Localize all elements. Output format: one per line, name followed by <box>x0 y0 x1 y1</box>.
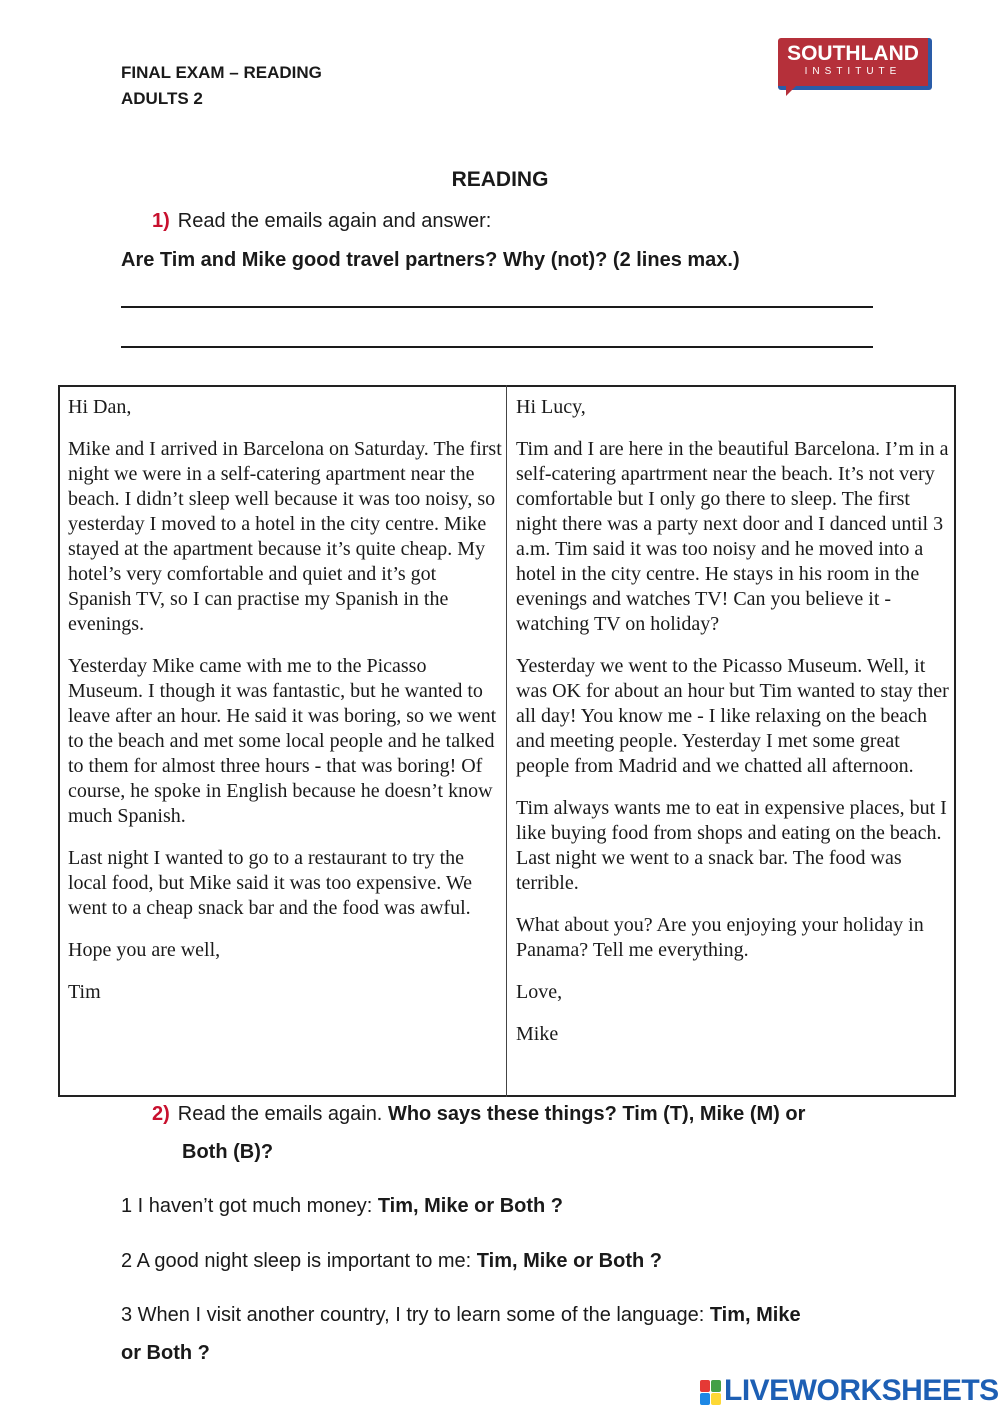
statement-3-choices-cont[interactable]: or Both ? <box>121 1342 210 1364</box>
question-2-instruction <box>152 1100 805 1128</box>
question-1-instruction <box>152 207 491 235</box>
email-tim-paragraph: Last night I wanted to go to a restaurant to try the local food, but Mike said it was too expensive. We went to a cheap snack bar and the food was awful. <box>68 847 473 919</box>
exam-level-line: ADULTS 2 <box>121 89 203 108</box>
answer-line-1[interactable] <box>121 306 873 308</box>
question-1-text: Read the emails again and answer: <box>177 210 492 232</box>
question-2-text: Read the emails again. <box>177 1103 383 1125</box>
email-mike-signature: Mike <box>516 1023 559 1045</box>
emails-divider <box>506 385 507 1097</box>
statement-1-choices[interactable]: Tim, Mike or Both ? <box>377 1195 564 1217</box>
question-1-number: 1) <box>152 210 170 232</box>
logo-tail <box>786 86 796 96</box>
liveworksheets-text: LIVEWORKSHEETS <box>724 1374 999 1407</box>
email-tim <box>68 395 504 1022</box>
email-mike-paragraph: Tim and I are here in the beautiful Barcelona. I’m in a self-catering apartrment near the beach. It’s not very comfortable but I only go there to sleep. The first night there was a party next door and I danced until 3 a.m. Tim said it was too noisy and he moved into a hotel in the city centre. He stays in his room in the evenings and watches TV! Can you believe it - watching TV on holiday? <box>516 438 949 635</box>
exam-header <box>121 60 322 112</box>
emails-table <box>58 385 956 1097</box>
email-mike-paragraph: Tim always wants me to eat in expensive places, but I like buying food from shops and eating on the beach. Last night we went to a snack bar. The food was terrible. <box>516 797 947 894</box>
email-tim-greeting: Hi Dan, <box>68 396 132 418</box>
statement-2 <box>121 1247 662 1275</box>
statement-3 <box>121 1301 801 1329</box>
question-2-number: 2) <box>152 1103 170 1125</box>
statement-3-choices[interactable]: Tim, Mike <box>709 1304 801 1326</box>
statement-1 <box>121 1192 563 1220</box>
question-1-prompt: Are Tim and Mike good travel partners? Why (not)? (2 lines max.) <box>121 249 740 271</box>
email-mike-paragraph: What about you? Are you enjoying your holiday in Panama? Tell me everything. <box>516 914 924 961</box>
logo-main-text: SOUTHLAND <box>787 42 919 65</box>
section-title: READING <box>451 168 549 191</box>
question-2-prompt-cont: Both (B)? <box>182 1141 274 1163</box>
email-mike-paragraph: Yesterday we went to the Picasso Museum. Well, it was OK for about an hour but Tim wanted to stay ther all day! You know me - I like relaxing on the beach and meeting people. Yesterday I met some great people from Madrid and we chatted all afternoon. <box>516 655 949 777</box>
statement-2-choices[interactable]: Tim, Mike or Both ? <box>476 1250 662 1272</box>
statement-3-text: 3 When I visit another country, I try to learn some of the language: <box>121 1304 710 1326</box>
answer-line-2[interactable] <box>121 346 873 348</box>
email-tim-signature: Tim <box>68 981 101 1003</box>
exam-title-line: FINAL EXAM – READING <box>121 63 322 82</box>
liveworksheets-logo-icon <box>700 1380 722 1406</box>
email-mike <box>516 395 956 1064</box>
southland-logo <box>778 38 936 96</box>
email-mike-greeting: Hi Lucy, <box>516 396 586 418</box>
logo-sub-text: INSTITUTE <box>804 66 902 77</box>
email-tim-paragraph: Mike and I arrived in Barcelona on Saturday. The first night we were in a self-catering apartment near the beach. I didn’t sleep well because it was too noisy, so yesterday I moved to a hotel in the city centre. Mike stayed at the apartment because it’s quite cheap. My hotel’s very comfortable and quiet and it’s got Spanish TV, so I can practise my Spanish in the evenings. <box>68 438 502 635</box>
email-tim-paragraph: Yesterday Mike came with me to the Picasso Museum. I though it was fantastic, but he wanted to leave after an hour. He said it was boring, so we went to the beach and met some local people and he talked to them for almost three hours - that was boring! Of course, he spoke in English because he doesn’t know much Spanish. <box>68 655 497 827</box>
statement-1-text: 1 I haven’t got much money: <box>121 1195 378 1217</box>
email-tim-closing: Hope you are well, <box>68 939 221 961</box>
email-mike-closing: Love, <box>516 981 563 1003</box>
question-2-prompt: Who says these things? Tim (T), Mike (M) or <box>387 1103 806 1125</box>
statement-2-text: 2 A good night sleep is important to me: <box>121 1250 477 1272</box>
